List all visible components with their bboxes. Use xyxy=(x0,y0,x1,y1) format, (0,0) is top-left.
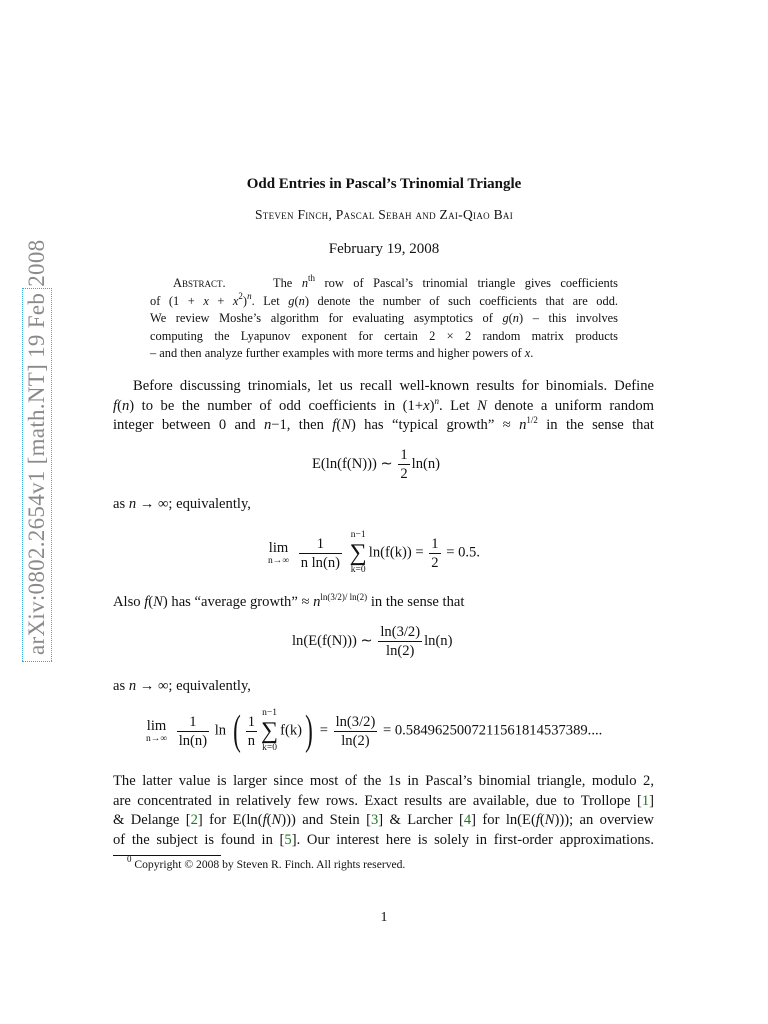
text-also-line: Also f(N) has “average growth” ≈ $n^{ln(3/2)/ ln(2)}$ in the sense that xyxy=(113,592,465,610)
eq4-inner-body: f(k) xyxy=(280,722,303,739)
eq4-num: 1 xyxy=(177,713,209,732)
paragraph-2-line-2: are concentrated in relatively few rows. Exact results are available, due to Trollope [1] xyxy=(113,792,654,809)
eq2-sum-bot: k=0 xyxy=(350,565,366,575)
paragraph-1-line-3: integer between 0 and n−1, then f(N) has “typical growth” ≈ $n^{1/2}$ in the sense that xyxy=(113,415,654,434)
citation-1[interactable]: 1 xyxy=(641,792,650,809)
abstract xyxy=(150,275,618,363)
citation-2[interactable]: 2 xyxy=(190,812,198,829)
citation-5[interactable]: 5 xyxy=(284,831,292,848)
eq1-lhs: E(ln(f(N))) ∼ xyxy=(312,455,393,472)
eq4-left-paren: ( xyxy=(232,708,241,754)
eq4-lim xyxy=(146,718,167,744)
paper-title: Odd Entries in Pascal’s Trinomial Triangle xyxy=(246,176,522,192)
equation-3 xyxy=(292,623,452,660)
citation-3[interactable]: 3 xyxy=(370,812,379,829)
eq4-ln: ln xyxy=(214,722,227,739)
eq4-inner-fraction xyxy=(246,713,257,750)
eq4-lim-sub: n→∞ xyxy=(146,734,168,744)
eq4-val-num: ln(3/2) xyxy=(335,713,376,730)
paper-authors: Steven Finch, Pascal Sebah and Zai-Qiao Bai xyxy=(254,207,514,222)
equation-2 xyxy=(268,530,480,576)
eq2-half xyxy=(429,535,440,572)
abstract-line-1: Abstract. The $n^{th}$ row of Pascal’s trinomial triangle gives coefficients xyxy=(173,273,618,290)
eq2-lim xyxy=(268,540,289,566)
eq4-inner-num: 1 xyxy=(247,713,256,730)
eq4-lim-word: lim xyxy=(146,718,167,734)
eq3-rhs: ln(n) xyxy=(424,632,453,649)
equation-4 xyxy=(146,708,602,754)
eq4-fraction xyxy=(177,713,209,750)
abstract-line-3: We review Moshe’s algorithm for evaluating asymptotics of g(n) – this involves xyxy=(150,311,618,326)
paragraph-2-line-1: The latter value is larger since most of the 1s in Pascal’s binomial triangle, modulo 2, xyxy=(113,773,654,789)
eq4-inner-den: n xyxy=(247,732,256,749)
eq2-half-den: 2 xyxy=(431,554,439,571)
eq3-lhs: ln(E(f(N))) ∼ xyxy=(292,632,373,649)
abstract-line-4: computing the Lyapunov exponent for certain 2 × 2 random matrix products xyxy=(150,328,618,343)
arxiv-stamp: arXiv:0802.2654v1 [math.NT] 19 Feb 2008 xyxy=(22,288,52,662)
eq2-den: n ln(n) xyxy=(300,554,341,571)
abstract-label: Abstract. xyxy=(173,276,226,290)
eq2-fraction xyxy=(299,535,342,572)
eq4-value-fraction xyxy=(334,713,378,750)
eq2-tail: = 0.5. xyxy=(446,544,480,561)
eq1-rhs: ln(n) xyxy=(411,455,441,472)
eq4-val-den: ln(2) xyxy=(341,732,370,749)
paragraph-2 xyxy=(113,772,654,850)
text-as-n-2 xyxy=(113,677,654,697)
eq4-tail: = 0.5849625007211561814537389.... xyxy=(382,722,603,739)
eq3-fraction xyxy=(378,623,422,660)
abstract-line-5: – and then analyze further examples with more terms and higher powers of x. xyxy=(150,346,534,361)
eq2-sum-top: n−1 xyxy=(350,530,366,540)
eq1-num: 1 xyxy=(400,447,408,463)
equation-1 xyxy=(312,446,440,483)
eq4-right-paren: ) xyxy=(305,708,313,754)
eq1-fraction xyxy=(398,446,409,483)
eq2-body: ln(f(k)) = xyxy=(368,544,424,561)
eq2-half-num: 1 xyxy=(431,535,439,552)
eq2-lim-word: lim xyxy=(268,540,289,556)
text-also xyxy=(113,593,654,613)
eq1-den: 2 xyxy=(400,466,408,482)
text-as-n-1 xyxy=(113,495,654,515)
eq2-lim-sub: n→∞ xyxy=(268,556,290,566)
paragraph-1-line-1: Before discussing trinomials, let us recall well-known results for binomials. Define xyxy=(133,378,654,394)
citation-4[interactable]: 4 xyxy=(463,812,472,829)
eq3-den: ln(2) xyxy=(386,643,415,659)
footnote: $^0$ Copyright © 2008 by Steven R. Finch. All rights reserved. xyxy=(127,854,406,871)
eq4-sum: n−1 ∑ k=0 xyxy=(261,708,279,753)
eq3-num: ln(3/2) xyxy=(380,624,421,640)
paper-date: February 19, 2008 xyxy=(328,241,440,257)
abstract-line-2: of $(1 + x + x^2)^n$. Let g(n) denote the number of such coefficients that are odd. xyxy=(150,290,618,308)
eq2-num: 1 xyxy=(299,535,342,554)
page-number: 1 xyxy=(380,910,388,925)
text-as-n-2-line: as n → ∞; equivalently, xyxy=(113,678,251,694)
eq4-den: ln(n) xyxy=(178,732,208,749)
text-as-n-1-line: as n → ∞; equivalently, xyxy=(113,496,251,512)
paragraph-1 xyxy=(113,377,654,436)
paragraph-1-line-2: f(n) to be the number of odd coefficients in $(1+x)^n$. Let N denote a uniform random xyxy=(113,395,654,414)
eq4-sum-top: n−1 xyxy=(262,708,278,718)
eq4-sum-bot: k=0 xyxy=(262,743,278,753)
paragraph-2-line-3: & Delange [2] for E(ln(f(N))) and Stein [3] & Larcher [4] for ln(E(f(N))); an overview xyxy=(113,812,654,829)
eq4-equals: = xyxy=(319,722,328,739)
eq2-sum: n−1 ∑ k=0 xyxy=(349,530,367,575)
paragraph-2-line-4: of the subject is found in [5]. Our interest here is solely in first-order approximations. xyxy=(113,831,654,848)
